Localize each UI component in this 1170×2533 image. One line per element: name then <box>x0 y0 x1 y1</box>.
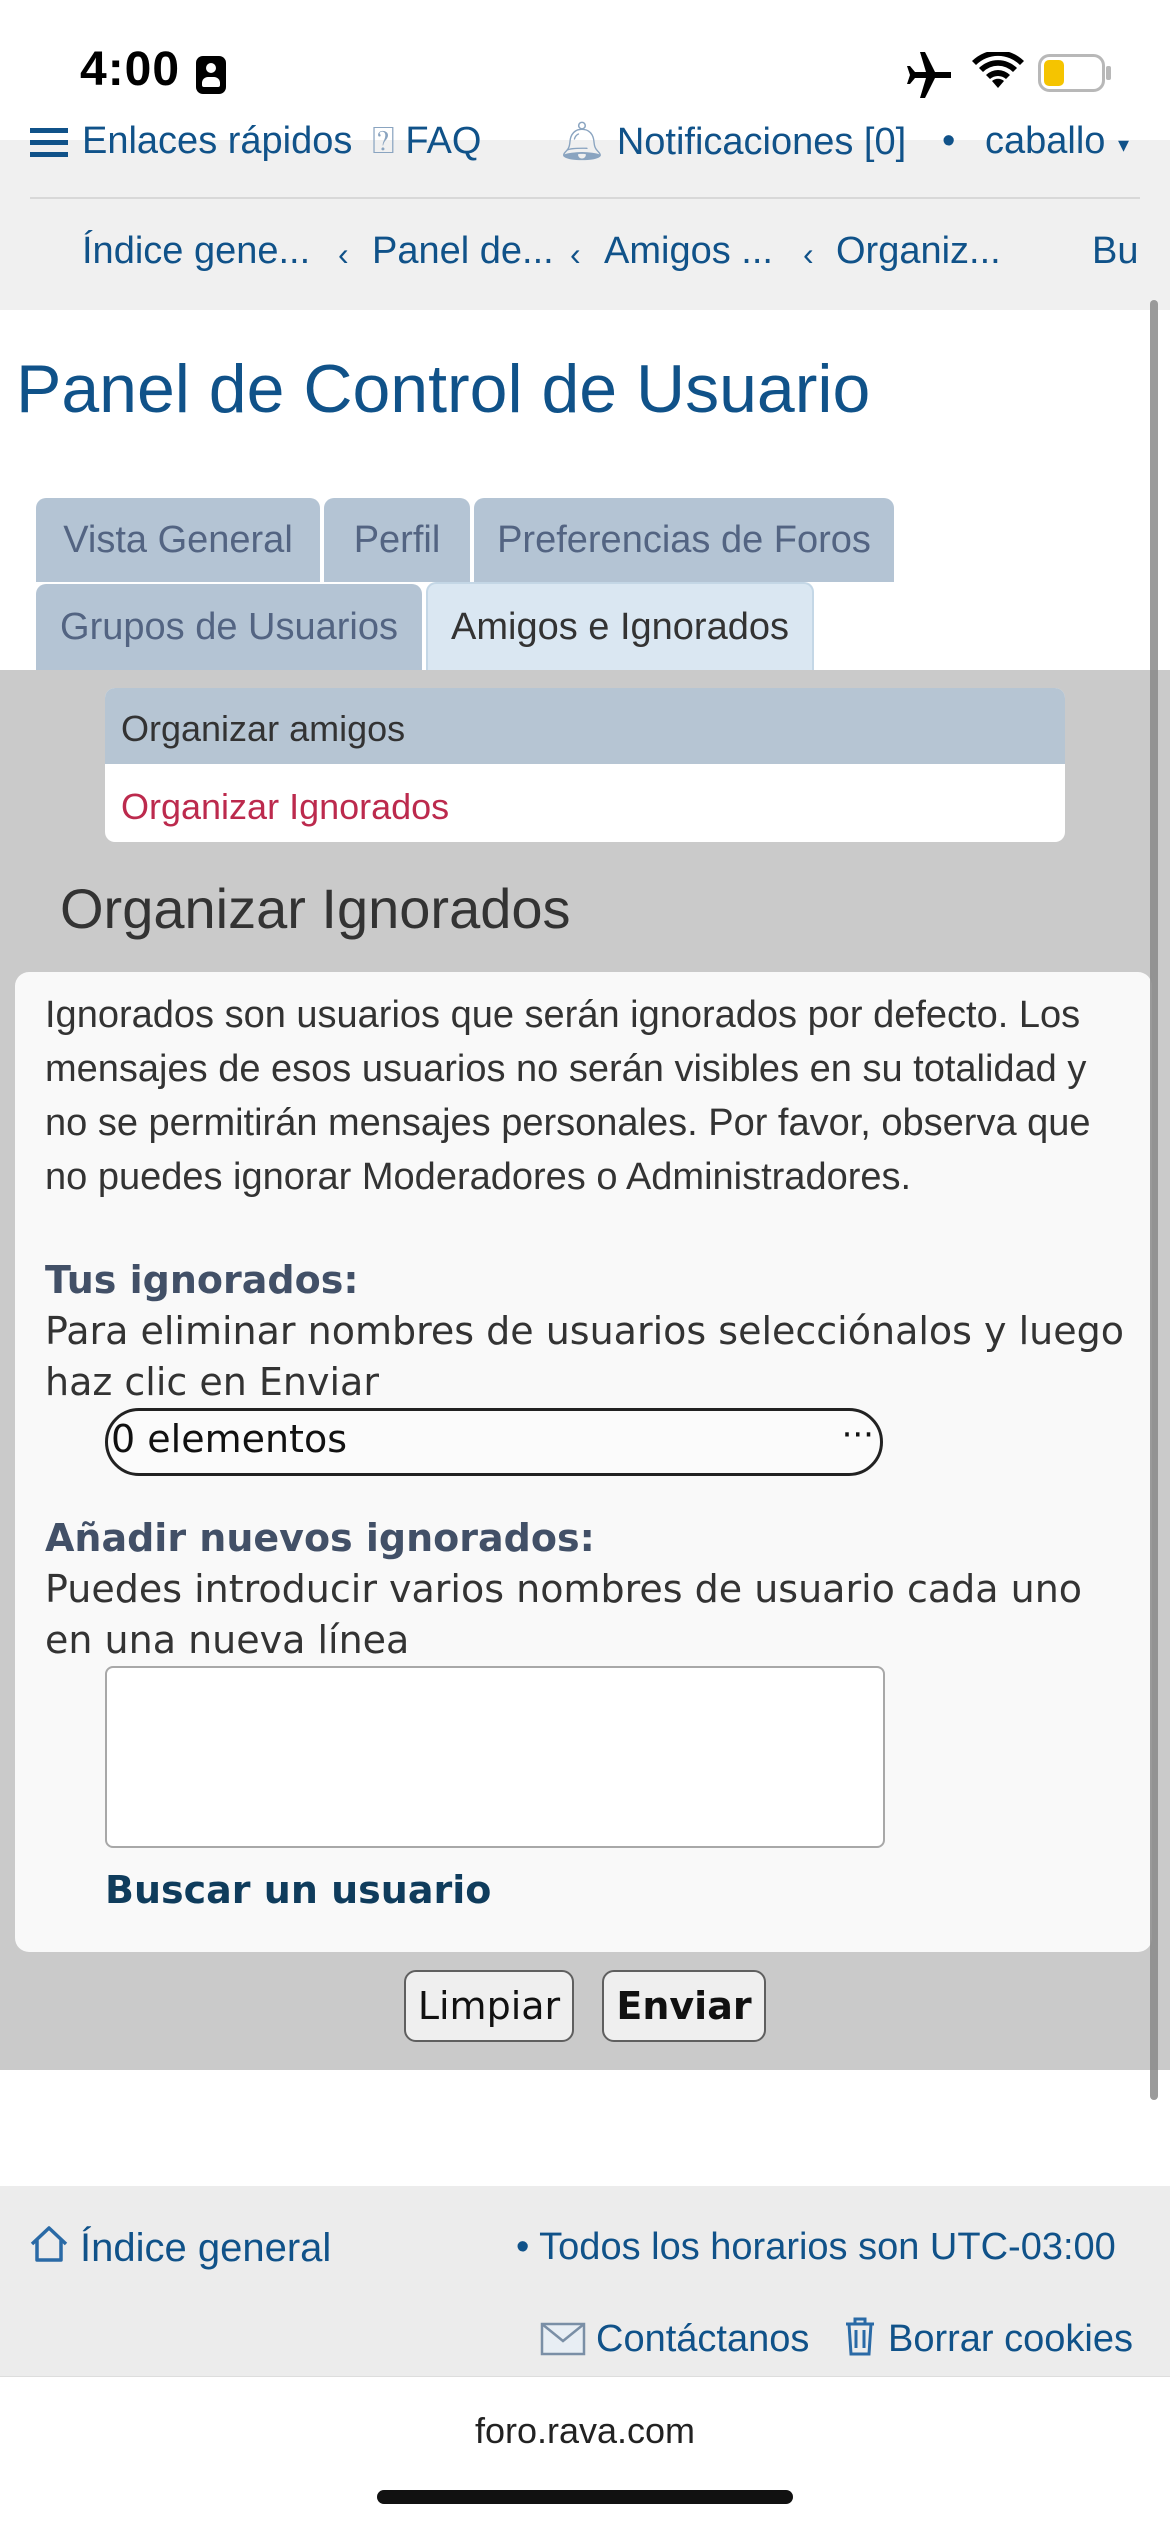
status-time: 4:00 <box>80 43 181 96</box>
contact-link[interactable]: Contáctanos <box>596 2318 810 2360</box>
your-foes-label: Tus ignorados: <box>45 1258 359 1302</box>
notifications-label: Notificaciones [0] <box>616 121 907 163</box>
breadcrumb-separator-icon: ‹ <box>338 236 349 272</box>
username-menu[interactable]: caballo <box>985 120 1106 162</box>
tab-overview[interactable]: Vista General <box>36 498 320 582</box>
top-navigation <box>0 140 1170 310</box>
timezone-text: • Todos los horarios son UTC-03:00 <box>516 2226 1116 2268</box>
trash-icon <box>842 2316 878 2356</box>
foes-select[interactable] <box>105 1408 883 1476</box>
chevron-down-icon: ▾ <box>1118 132 1130 157</box>
scrollbar[interactable] <box>1150 300 1158 2100</box>
quick-links-label: Enlaces rápidos <box>82 120 353 162</box>
search-partial-link[interactable]: Bu <box>1092 230 1139 272</box>
home-icon <box>28 2224 70 2264</box>
tab-user-groups[interactable]: Grupos de Usuarios <box>36 584 422 670</box>
breadcrumb-separator-icon: ‹ <box>570 236 581 272</box>
browser-bottom-bar <box>0 2376 1170 2533</box>
tab-forum-preferences[interactable]: Preferencias de Foros <box>474 498 894 582</box>
foes-select-value: 0 elementos <box>111 1417 347 1461</box>
faq-label: FAQ <box>405 120 482 162</box>
breadcrumb-item-index[interactable]: Índice gene... <box>82 230 311 272</box>
your-foes-explain: Para eliminar nombres de usuarios selecciónalos y luego haz clic en Enviar <box>45 1309 1124 1404</box>
submenu-item-manage-friends[interactable]: Organizar amigos <box>105 688 1065 764</box>
more-icon: ··· <box>841 1415 874 1455</box>
airplane-mode-icon <box>905 52 955 98</box>
contact-badge-icon <box>196 56 226 94</box>
wifi-icon <box>972 52 1024 92</box>
intro-text: Ignorados son usuarios que serán ignorados por defecto. Los mensajes de esos usuarios no serán visibles en su totalidad y no se permitirán mensajes personales. Por favor, observa que no puedes ignorar Moderadores o Administradores. <box>45 994 1091 1198</box>
add-foes-label: Añadir nuevos ignorados: <box>45 1516 595 1560</box>
breadcrumb-item-friends[interactable]: Amigos ... <box>604 230 773 272</box>
tab-profile[interactable]: Perfil <box>324 498 470 582</box>
hamburger-icon <box>30 128 68 158</box>
submenu-item-manage-foes[interactable]: Organizar Ignorados <box>121 786 450 827</box>
home-indicator[interactable] <box>377 2490 793 2504</box>
battery-icon <box>1038 54 1112 92</box>
url-bar[interactable]: foro.rava.com <box>474 2410 696 2451</box>
help-icon: ⍰ <box>372 120 406 162</box>
delete-cookies-link[interactable]: Borrar cookies <box>888 2318 1133 2360</box>
find-user-link[interactable]: Buscar un usuario <box>105 1868 492 1912</box>
divider <box>30 197 1140 199</box>
bell-icon: 🔔︎ <box>558 121 617 163</box>
notifications-link[interactable] <box>558 120 906 164</box>
footer-home-link[interactable]: Índice general <box>80 2226 332 2270</box>
breadcrumb-separator-icon: ‹ <box>803 236 814 272</box>
submenu <box>105 688 1065 842</box>
quick-links-menu[interactable] <box>30 120 352 163</box>
section-title: Organizar Ignorados <box>60 877 571 940</box>
page-title: Panel de Control de Usuario <box>16 351 871 427</box>
faq-link[interactable] <box>372 120 481 163</box>
submit-button[interactable]: Enviar <box>602 1970 766 2042</box>
breadcrumb-item-panel[interactable]: Panel de... <box>372 230 554 272</box>
nav-separator: • <box>942 120 956 162</box>
mail-icon <box>540 2322 586 2356</box>
breadcrumb-item-organize[interactable]: Organiz... <box>836 230 1001 272</box>
add-foes-textarea[interactable] <box>105 1666 885 1848</box>
reset-button[interactable]: Limpiar <box>404 1970 574 2042</box>
add-foes-explain: Puedes introducir varios nombres de usuario cada uno en una nueva línea <box>45 1567 1083 1662</box>
tab-friends-foes[interactable]: Amigos e Ignorados <box>426 582 814 670</box>
